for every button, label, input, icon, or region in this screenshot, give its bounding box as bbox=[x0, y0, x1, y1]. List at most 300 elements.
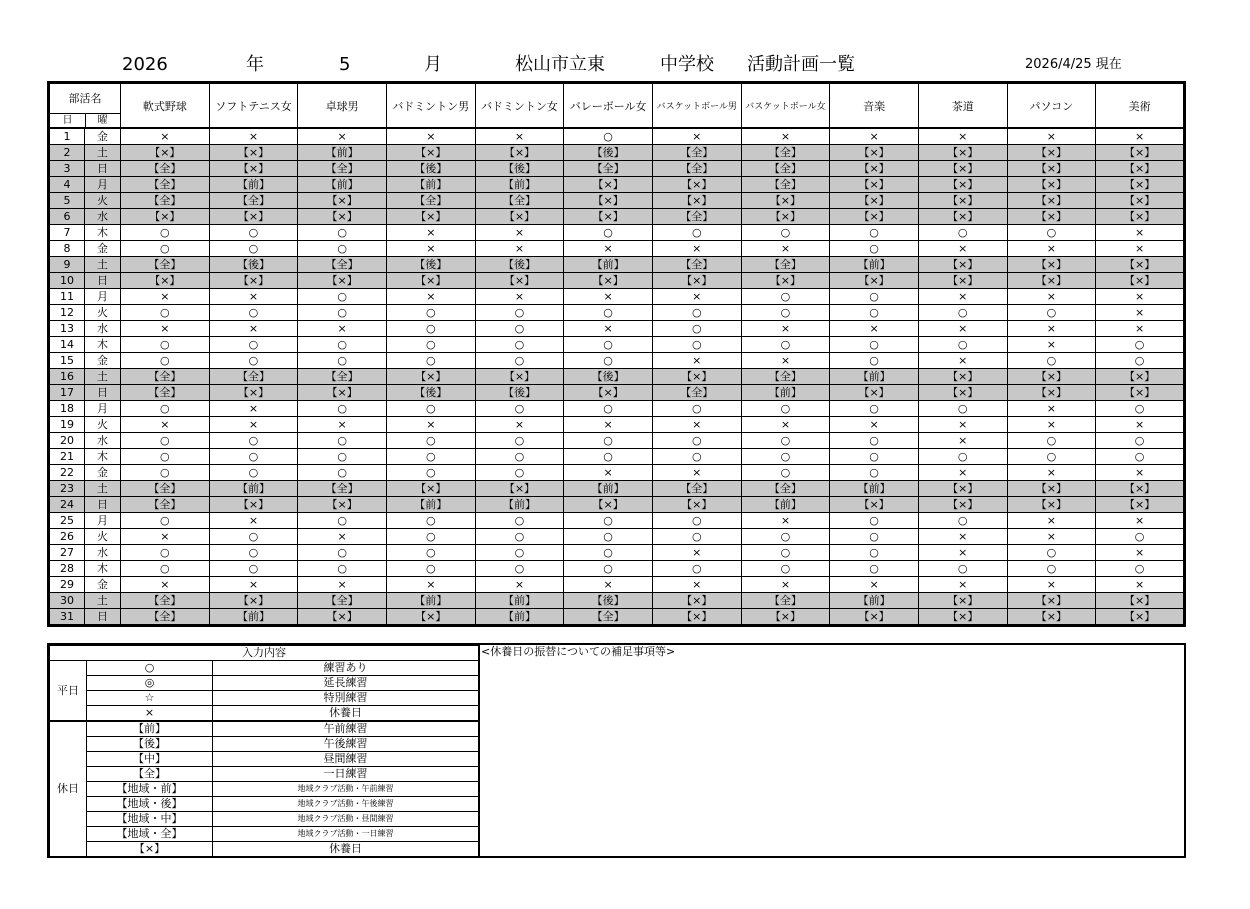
activity-cell: 【×】 bbox=[830, 177, 919, 193]
activity-cell: × bbox=[121, 289, 210, 305]
activity-cell: 【×】 bbox=[386, 609, 475, 626]
activity-cell: 【全】 bbox=[564, 609, 653, 626]
weekday-cell: 金 bbox=[85, 241, 121, 257]
activity-cell: 【前】 bbox=[475, 177, 564, 193]
legend-row bbox=[50, 752, 479, 767]
table-row bbox=[49, 609, 1185, 626]
activity-cell: 【×】 bbox=[121, 145, 210, 161]
activity-cell: 【×】 bbox=[1096, 609, 1185, 626]
year-unit: 年 bbox=[246, 54, 264, 75]
weekday-label: 曜 bbox=[85, 113, 120, 127]
activity-cell: ○ bbox=[209, 241, 298, 257]
table-row bbox=[49, 561, 1185, 577]
activity-cell: ○ bbox=[918, 305, 1007, 321]
activity-cell: ○ bbox=[652, 561, 741, 577]
table-row bbox=[49, 593, 1185, 609]
activity-cell: × bbox=[209, 417, 298, 433]
activity-cell: × bbox=[209, 128, 298, 145]
activity-cell: 【×】 bbox=[209, 161, 298, 177]
activity-cell: ○ bbox=[652, 433, 741, 449]
activity-cell: 【×】 bbox=[1096, 209, 1185, 225]
activity-cell: 【全】 bbox=[121, 193, 210, 209]
legend-description: 休養日 bbox=[213, 706, 479, 722]
activity-cell: 【×】 bbox=[209, 385, 298, 401]
day-cell: 12 bbox=[49, 305, 85, 321]
activity-cell: ○ bbox=[741, 401, 830, 417]
activity-cell: 【全】 bbox=[298, 369, 387, 385]
activity-cell: ○ bbox=[475, 321, 564, 337]
legend-description: 一日練習 bbox=[213, 767, 479, 782]
activity-cell: × bbox=[209, 577, 298, 593]
activity-cell: 【×】 bbox=[298, 497, 387, 513]
activity-cell: × bbox=[475, 289, 564, 305]
activity-cell: × bbox=[652, 289, 741, 305]
activity-cell: 【×】 bbox=[918, 209, 1007, 225]
table-row bbox=[49, 481, 1185, 497]
activity-cell: ○ bbox=[298, 465, 387, 481]
club-header: 美術 bbox=[1096, 83, 1185, 129]
table-row bbox=[49, 128, 1185, 145]
activity-cell: 【前】 bbox=[741, 497, 830, 513]
table-row bbox=[49, 145, 1185, 161]
legend-row bbox=[50, 767, 479, 782]
club-header: パソコン bbox=[1007, 83, 1096, 129]
activity-cell: 【×】 bbox=[386, 369, 475, 385]
activity-cell: × bbox=[1007, 337, 1096, 353]
activity-cell: 【後】 bbox=[475, 257, 564, 273]
legend-row bbox=[50, 782, 479, 797]
activity-cell: ○ bbox=[386, 513, 475, 529]
weekday-cell: 日 bbox=[85, 609, 121, 626]
activity-cell: 【×】 bbox=[209, 497, 298, 513]
activity-cell: × bbox=[564, 241, 653, 257]
club-header: 軟式野球 bbox=[121, 83, 210, 129]
legend-row bbox=[50, 797, 479, 812]
activity-cell: 【×】 bbox=[652, 177, 741, 193]
activity-cell: 【全】 bbox=[121, 385, 210, 401]
activity-cell: × bbox=[830, 417, 919, 433]
day-cell: 19 bbox=[49, 417, 85, 433]
activity-cell: ○ bbox=[830, 561, 919, 577]
activity-cell: ○ bbox=[564, 561, 653, 577]
activity-cell: 【前】 bbox=[830, 369, 919, 385]
legend-symbol: 【地域・後】 bbox=[87, 797, 213, 812]
activity-cell: 【×】 bbox=[475, 481, 564, 497]
activity-cell: 【前】 bbox=[741, 385, 830, 401]
activity-cell: ○ bbox=[298, 561, 387, 577]
activity-cell: × bbox=[386, 577, 475, 593]
activity-cell: 【前】 bbox=[209, 481, 298, 497]
activity-cell: 【全】 bbox=[652, 161, 741, 177]
activity-cell: × bbox=[1007, 577, 1096, 593]
activity-cell: ○ bbox=[830, 465, 919, 481]
activity-cell: ○ bbox=[1096, 401, 1185, 417]
weekday-cell: 日 bbox=[85, 161, 121, 177]
table-row bbox=[49, 225, 1185, 241]
activity-cell: ○ bbox=[121, 241, 210, 257]
activity-cell: 【後】 bbox=[564, 145, 653, 161]
activity-cell: ○ bbox=[1007, 433, 1096, 449]
activity-cell: 【×】 bbox=[298, 609, 387, 626]
activity-cell: × bbox=[386, 289, 475, 305]
activity-cell: ○ bbox=[475, 337, 564, 353]
activity-cell: 【×】 bbox=[830, 209, 919, 225]
activity-cell: × bbox=[1096, 305, 1185, 321]
activity-cell: 【×】 bbox=[1096, 273, 1185, 289]
activity-cell: 【全】 bbox=[121, 593, 210, 609]
legend-group-label: 休日 bbox=[50, 721, 87, 857]
legend-description: 地域クラブ活動・午後練習 bbox=[213, 797, 479, 812]
activity-cell: 【×】 bbox=[298, 385, 387, 401]
activity-cell: 【後】 bbox=[475, 385, 564, 401]
legend-symbol: 【前】 bbox=[87, 721, 213, 737]
activity-cell: ○ bbox=[209, 449, 298, 465]
club-name-label: 部活名 bbox=[68, 92, 102, 105]
activity-cell: ○ bbox=[741, 289, 830, 305]
activity-cell: ○ bbox=[1007, 561, 1096, 577]
table-row bbox=[49, 241, 1185, 257]
activity-cell: × bbox=[741, 417, 830, 433]
activity-cell: ○ bbox=[830, 337, 919, 353]
activity-cell: 【×】 bbox=[918, 145, 1007, 161]
activity-cell: ○ bbox=[475, 545, 564, 561]
activity-cell: × bbox=[1096, 513, 1185, 529]
activity-cell: ○ bbox=[298, 353, 387, 369]
activity-cell: ○ bbox=[741, 337, 830, 353]
activity-cell: × bbox=[298, 417, 387, 433]
activity-cell: ○ bbox=[652, 337, 741, 353]
activity-cell: × bbox=[652, 353, 741, 369]
activity-cell: × bbox=[830, 321, 919, 337]
club-header: バスケットボール男 bbox=[652, 83, 741, 129]
day-cell: 25 bbox=[49, 513, 85, 529]
activity-cell: 【全】 bbox=[209, 193, 298, 209]
activity-cell: 【×】 bbox=[386, 273, 475, 289]
legend-table bbox=[49, 645, 479, 857]
activity-cell: × bbox=[564, 321, 653, 337]
activity-cell: ○ bbox=[564, 545, 653, 561]
activity-cell: ○ bbox=[386, 305, 475, 321]
activity-cell: × bbox=[1007, 513, 1096, 529]
activity-cell: 【×】 bbox=[1007, 369, 1096, 385]
activity-cell: 【×】 bbox=[386, 145, 475, 161]
activity-cell: 【×】 bbox=[475, 273, 564, 289]
activity-cell: 【×】 bbox=[830, 497, 919, 513]
activity-cell: ○ bbox=[209, 337, 298, 353]
activity-cell: 【×】 bbox=[741, 193, 830, 209]
table-row bbox=[49, 305, 1185, 321]
activity-cell: ○ bbox=[741, 433, 830, 449]
activity-cell: ○ bbox=[121, 545, 210, 561]
activity-cell: × bbox=[1007, 465, 1096, 481]
activity-cell: × bbox=[1007, 529, 1096, 545]
activity-cell: × bbox=[652, 417, 741, 433]
table-row bbox=[49, 529, 1185, 545]
activity-cell: ○ bbox=[209, 529, 298, 545]
activity-cell: ○ bbox=[121, 449, 210, 465]
activity-cell: 【×】 bbox=[652, 609, 741, 626]
year-value: 2026 bbox=[122, 54, 168, 75]
legend-group-label: 平日 bbox=[50, 661, 87, 722]
legend-description: 地域クラブ活動・一日練習 bbox=[213, 827, 479, 842]
activity-cell: ○ bbox=[652, 225, 741, 241]
activity-cell: 【前】 bbox=[830, 257, 919, 273]
activity-cell: ○ bbox=[386, 561, 475, 577]
activity-cell: 【×】 bbox=[741, 273, 830, 289]
activity-cell: 【×】 bbox=[652, 273, 741, 289]
activity-cell: ○ bbox=[1096, 337, 1185, 353]
activity-cell: 【全】 bbox=[298, 593, 387, 609]
activity-cell: × bbox=[121, 321, 210, 337]
activity-cell: ○ bbox=[564, 513, 653, 529]
activity-cell: 【全】 bbox=[121, 369, 210, 385]
weekday-cell: 月 bbox=[85, 289, 121, 305]
activity-cell: 【×】 bbox=[1007, 209, 1096, 225]
legend-description: 特別練習 bbox=[213, 691, 479, 706]
day-cell: 2 bbox=[49, 145, 85, 161]
day-cell: 17 bbox=[49, 385, 85, 401]
table-row bbox=[49, 257, 1185, 273]
activity-cell: 【×】 bbox=[1007, 193, 1096, 209]
activity-cell: 【前】 bbox=[209, 609, 298, 626]
legend-description: 地域クラブ活動・午前練習 bbox=[213, 782, 479, 797]
activity-cell: × bbox=[386, 241, 475, 257]
weekday-cell: 水 bbox=[85, 209, 121, 225]
weekday-cell: 火 bbox=[85, 417, 121, 433]
activity-cell: ○ bbox=[121, 353, 210, 369]
weekday-cell: 木 bbox=[85, 225, 121, 241]
weekday-cell: 火 bbox=[85, 193, 121, 209]
legend-section bbox=[47, 643, 1186, 858]
activity-cell: × bbox=[741, 353, 830, 369]
day-cell: 11 bbox=[49, 289, 85, 305]
activity-cell: 【全】 bbox=[652, 385, 741, 401]
activity-cell: × bbox=[298, 529, 387, 545]
activity-cell: ○ bbox=[830, 433, 919, 449]
activity-cell: 【×】 bbox=[564, 497, 653, 513]
table-row bbox=[49, 513, 1185, 529]
legend-description: 休養日 bbox=[213, 842, 479, 857]
activity-cell: × bbox=[918, 417, 1007, 433]
legend-description: 午後練習 bbox=[213, 737, 479, 752]
activity-cell: 【全】 bbox=[121, 497, 210, 513]
activity-cell: ○ bbox=[298, 433, 387, 449]
activity-cell: 【×】 bbox=[1096, 145, 1185, 161]
activity-cell: 【全】 bbox=[652, 257, 741, 273]
weekday-cell: 月 bbox=[85, 513, 121, 529]
activity-cell: ○ bbox=[741, 545, 830, 561]
legend-symbol: 【全】 bbox=[87, 767, 213, 782]
activity-cell: ○ bbox=[386, 337, 475, 353]
activity-cell: ○ bbox=[652, 529, 741, 545]
weekday-cell: 金 bbox=[85, 128, 121, 145]
activity-cell: 【前】 bbox=[209, 177, 298, 193]
legend-divider bbox=[478, 645, 480, 856]
activity-cell: 【全】 bbox=[652, 209, 741, 225]
day-cell: 16 bbox=[49, 369, 85, 385]
activity-cell: ○ bbox=[1007, 353, 1096, 369]
activity-cell: × bbox=[918, 545, 1007, 561]
activity-cell: × bbox=[298, 577, 387, 593]
activity-cell: ○ bbox=[564, 433, 653, 449]
table-row bbox=[49, 177, 1185, 193]
activity-cell: ○ bbox=[475, 433, 564, 449]
activity-cell: ○ bbox=[1007, 305, 1096, 321]
activity-cell: × bbox=[475, 225, 564, 241]
activity-cell: × bbox=[1007, 128, 1096, 145]
activity-cell: × bbox=[652, 465, 741, 481]
page-title: 活動計画一覧 bbox=[747, 54, 855, 75]
activity-cell: 【全】 bbox=[298, 161, 387, 177]
activity-cell: ○ bbox=[475, 529, 564, 545]
table-header-row bbox=[49, 83, 1185, 129]
activity-cell: ○ bbox=[298, 449, 387, 465]
club-header: ソフトテニス女 bbox=[209, 83, 298, 129]
activity-cell: 【前】 bbox=[475, 497, 564, 513]
activity-cell: × bbox=[918, 577, 1007, 593]
activity-plan-table bbox=[47, 81, 1186, 627]
activity-cell: × bbox=[298, 321, 387, 337]
legend-row bbox=[50, 721, 479, 737]
activity-cell: 【×】 bbox=[1007, 385, 1096, 401]
day-cell: 22 bbox=[49, 465, 85, 481]
activity-cell: ○ bbox=[652, 305, 741, 321]
activity-cell: × bbox=[1096, 577, 1185, 593]
day-cell: 28 bbox=[49, 561, 85, 577]
legend-row bbox=[50, 691, 479, 706]
activity-cell: ○ bbox=[209, 545, 298, 561]
club-header: 音楽 bbox=[830, 83, 919, 129]
legend-description: 午前練習 bbox=[213, 721, 479, 737]
activity-cell: ○ bbox=[830, 545, 919, 561]
day-cell: 30 bbox=[49, 593, 85, 609]
activity-cell: × bbox=[830, 128, 919, 145]
activity-cell: × bbox=[918, 529, 1007, 545]
activity-cell: × bbox=[918, 465, 1007, 481]
activity-cell: 【×】 bbox=[1096, 497, 1185, 513]
activity-cell: 【×】 bbox=[1007, 257, 1096, 273]
activity-cell: 【前】 bbox=[386, 177, 475, 193]
weekday-cell: 水 bbox=[85, 321, 121, 337]
table-row bbox=[49, 449, 1185, 465]
activity-cell: × bbox=[918, 241, 1007, 257]
activity-cell: 【後】 bbox=[386, 257, 475, 273]
activity-cell: 【×】 bbox=[1096, 369, 1185, 385]
activity-cell: ○ bbox=[121, 513, 210, 529]
weekday-cell: 土 bbox=[85, 145, 121, 161]
activity-cell: 【×】 bbox=[741, 609, 830, 626]
legend-row bbox=[50, 842, 479, 857]
weekday-cell: 土 bbox=[85, 481, 121, 497]
activity-cell: × bbox=[741, 577, 830, 593]
activity-cell: ○ bbox=[1007, 449, 1096, 465]
legend-symbol: ○ bbox=[87, 661, 213, 676]
activity-cell: 【全】 bbox=[564, 161, 653, 177]
activity-cell: 【前】 bbox=[386, 497, 475, 513]
activity-cell: 【前】 bbox=[475, 609, 564, 626]
activity-cell: × bbox=[918, 433, 1007, 449]
legend-symbol: ◎ bbox=[87, 676, 213, 691]
activity-cell: ○ bbox=[564, 337, 653, 353]
day-cell: 18 bbox=[49, 401, 85, 417]
club-header: バドミントン女 bbox=[475, 83, 564, 129]
activity-cell: ○ bbox=[386, 449, 475, 465]
legend-symbol: 【中】 bbox=[87, 752, 213, 767]
activity-cell: 【×】 bbox=[1096, 385, 1185, 401]
day-cell: 14 bbox=[49, 337, 85, 353]
activity-cell: × bbox=[652, 545, 741, 561]
activity-cell: × bbox=[918, 128, 1007, 145]
activity-cell: 【全】 bbox=[652, 481, 741, 497]
activity-cell: 【全】 bbox=[298, 257, 387, 273]
activity-cell: 【全】 bbox=[475, 193, 564, 209]
table-row bbox=[49, 193, 1185, 209]
activity-cell: 【×】 bbox=[121, 209, 210, 225]
day-cell: 9 bbox=[49, 257, 85, 273]
activity-cell: ○ bbox=[652, 321, 741, 337]
activity-cell: 【全】 bbox=[741, 369, 830, 385]
activity-cell: ○ bbox=[298, 545, 387, 561]
activity-cell: × bbox=[298, 128, 387, 145]
activity-cell: ○ bbox=[209, 433, 298, 449]
activity-cell: × bbox=[1096, 545, 1185, 561]
day-cell: 29 bbox=[49, 577, 85, 593]
club-header: 茶道 bbox=[918, 83, 1007, 129]
activity-cell: × bbox=[121, 529, 210, 545]
day-cell: 10 bbox=[49, 273, 85, 289]
weekday-cell: 月 bbox=[85, 401, 121, 417]
day-cell: 31 bbox=[49, 609, 85, 626]
activity-cell: 【×】 bbox=[386, 209, 475, 225]
activity-cell: 【前】 bbox=[298, 145, 387, 161]
activity-cell: 【×】 bbox=[298, 193, 387, 209]
activity-cell: 【全】 bbox=[121, 257, 210, 273]
activity-cell: 【全】 bbox=[741, 177, 830, 193]
activity-cell: ○ bbox=[830, 241, 919, 257]
activity-cell: × bbox=[475, 128, 564, 145]
activity-cell: × bbox=[209, 513, 298, 529]
legend-description: 地域クラブ活動・昼間練習 bbox=[213, 812, 479, 827]
weekday-cell: 金 bbox=[85, 353, 121, 369]
activity-cell: 【×】 bbox=[652, 369, 741, 385]
activity-cell: × bbox=[209, 321, 298, 337]
day-cell: 20 bbox=[49, 433, 85, 449]
activity-cell: ○ bbox=[564, 305, 653, 321]
activity-cell: ○ bbox=[652, 449, 741, 465]
activity-cell: ○ bbox=[918, 337, 1007, 353]
legend-row bbox=[50, 827, 479, 842]
activity-cell: 【×】 bbox=[918, 609, 1007, 626]
day-cell: 7 bbox=[49, 225, 85, 241]
activity-cell: ○ bbox=[1096, 529, 1185, 545]
activity-cell: 【×】 bbox=[121, 273, 210, 289]
activity-cell: 【×】 bbox=[564, 209, 653, 225]
activity-cell: ○ bbox=[475, 465, 564, 481]
activity-cell: 【×】 bbox=[1007, 481, 1096, 497]
activity-cell: 【×】 bbox=[1096, 593, 1185, 609]
legend-body bbox=[50, 646, 479, 857]
activity-cell: ○ bbox=[298, 401, 387, 417]
activity-cell: 【×】 bbox=[209, 145, 298, 161]
activity-cell: ○ bbox=[652, 513, 741, 529]
weekday-cell: 日 bbox=[85, 385, 121, 401]
day-cell: 27 bbox=[49, 545, 85, 561]
weekday-cell: 土 bbox=[85, 257, 121, 273]
activity-cell: ○ bbox=[121, 305, 210, 321]
activity-cell: ○ bbox=[918, 401, 1007, 417]
activity-cell: 【前】 bbox=[830, 481, 919, 497]
activity-cell: ○ bbox=[121, 225, 210, 241]
